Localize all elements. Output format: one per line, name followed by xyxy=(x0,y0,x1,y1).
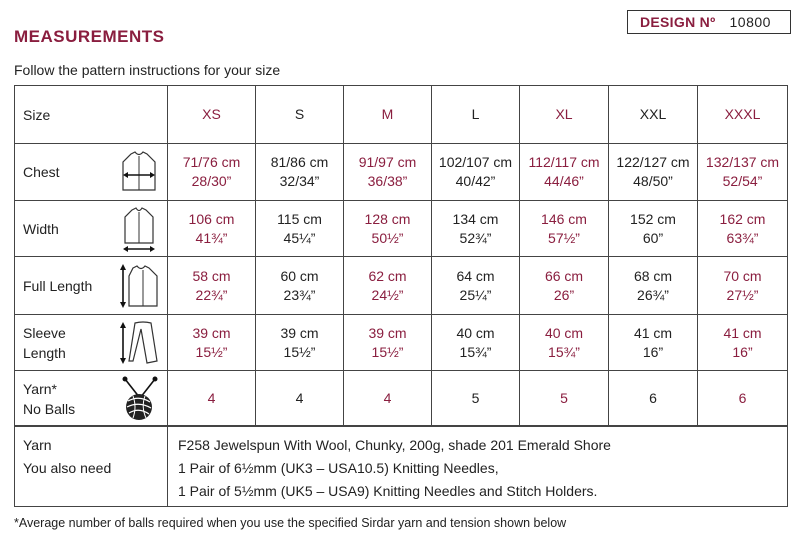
full-length-s: 60 cm 23¾” xyxy=(256,257,344,315)
subtitle: Follow the pattern instructions for your size xyxy=(14,62,281,78)
footnote: *Average number of balls required when you use the specified Sirdar yarn and tension shown below xyxy=(14,516,567,530)
measurements-table xyxy=(14,85,788,427)
size-xl: XL xyxy=(520,86,609,144)
width-xl: 146 cm 57½” xyxy=(520,201,609,257)
garment-width-icon xyxy=(117,205,161,253)
yarn-ball-needles-icon xyxy=(117,375,161,423)
width-label: Width xyxy=(23,220,59,237)
full-length-row xyxy=(15,257,788,315)
yarn-details-cell xyxy=(168,426,788,507)
size-xxxl: XXXL xyxy=(698,86,788,144)
width-l: 134 cm 52¾” xyxy=(432,201,520,257)
page-title: MEASUREMENTS xyxy=(14,27,165,46)
size-label-cell xyxy=(15,86,168,144)
sleeve-length-m: 39 cm 15½” xyxy=(344,315,432,371)
full-length-label: Full Length xyxy=(23,277,93,294)
sleeve-length-l: 40 cm 15¾” xyxy=(432,315,520,371)
width-m: 128 cm 50½” xyxy=(344,201,432,257)
yarn-balls-m: 4 xyxy=(344,371,432,427)
full-length-xxl: 68 cm 26¾” xyxy=(609,257,698,315)
full-length-icon xyxy=(117,262,161,310)
chest-s: 81/86 cm 32/34” xyxy=(256,144,344,201)
sleeve-length-xxxl: 41 cm 16” xyxy=(698,315,788,371)
sleeve-length-xxl: 41 cm 16” xyxy=(609,315,698,371)
sleeve-length-label: Sleeve Length xyxy=(23,324,66,361)
sleeve-length-label-cell xyxy=(15,315,168,371)
yarn-balls-row xyxy=(15,371,788,427)
full-length-l: 64 cm 25¼” xyxy=(432,257,520,315)
sleeve-length-row xyxy=(15,315,788,371)
chest-xs: 71/76 cm 28/30” xyxy=(168,144,256,201)
yarn-line-3: 1 Pair of 5½mm (UK5 – USA9) Knitting Needles and Stitch Holders. xyxy=(178,483,598,499)
design-number-box xyxy=(627,10,791,34)
full-length-xl: 66 cm 26” xyxy=(520,257,609,315)
width-xs: 106 cm 41¾” xyxy=(168,201,256,257)
you-also-need-label: You also need xyxy=(23,460,112,476)
yarn-line-2: 1 Pair of 6½mm (UK3 – USA10.5) Knitting Needles, xyxy=(178,460,499,476)
chest-label: Chest xyxy=(23,164,60,180)
yarn-label-cell xyxy=(15,426,168,507)
sleeve-length-xs: 39 cm 15½” xyxy=(168,315,256,371)
size-label: Size xyxy=(23,106,51,123)
yarn-balls-l: 5 xyxy=(432,371,520,427)
yarn-balls-xs: 4 xyxy=(168,371,256,427)
yarn-balls-xl: 5 xyxy=(520,371,609,427)
chest-xxxl: 132/137 cm 52/54” xyxy=(698,144,788,201)
width-xxl: 152 cm 60” xyxy=(609,201,698,257)
sleeve-length-xl: 40 cm 15¾” xyxy=(520,315,609,371)
size-xxl: XXL xyxy=(609,86,698,144)
size-m: M xyxy=(344,86,432,144)
chest-label-cell xyxy=(15,144,168,201)
full-length-xs: 58 cm 22¾” xyxy=(168,257,256,315)
chest-m: 91/97 cm 36/38” xyxy=(344,144,432,201)
width-row xyxy=(15,201,788,257)
yarn-balls-s: 4 xyxy=(256,371,344,427)
sleeve-length-icon xyxy=(117,319,161,367)
yarn-label: Yarn xyxy=(23,437,52,453)
chest-row xyxy=(15,144,788,201)
size-s: S xyxy=(256,86,344,144)
yarn-line-1: F258 Jewelspun With Wool, Chunky, 200g, shade 201 Emerald Shore xyxy=(178,437,611,453)
yarn-balls-xxxl: 6 xyxy=(698,371,788,427)
chest-l: 102/107 cm 40/42” xyxy=(432,144,520,201)
design-number: 10800 xyxy=(729,14,771,30)
full-length-m: 62 cm 24½” xyxy=(344,257,432,315)
width-s: 115 cm 45¼” xyxy=(256,201,344,257)
sleeve-length-s: 39 cm 15½” xyxy=(256,315,344,371)
size-header-row xyxy=(15,86,788,144)
design-label: DESIGN Nº xyxy=(640,14,716,30)
size-l: L xyxy=(432,86,520,144)
width-xxxl: 162 cm 63¾” xyxy=(698,201,788,257)
size-xs: XS xyxy=(168,86,256,144)
full-length-xxxl: 70 cm 27½” xyxy=(698,257,788,315)
yarn-balls-xxl: 6 xyxy=(609,371,698,427)
chest-xl: 112/117 cm 44/46” xyxy=(520,144,609,201)
chest-width-icon xyxy=(117,148,161,196)
full-length-label-cell xyxy=(15,257,168,315)
yarn-balls-label: Yarn* No Balls xyxy=(23,380,76,417)
width-label-cell xyxy=(15,201,168,257)
chest-xxl: 122/127 cm 48/50” xyxy=(609,144,698,201)
yarn-requirements-table xyxy=(14,425,788,507)
yarn-balls-label-cell xyxy=(15,371,168,427)
